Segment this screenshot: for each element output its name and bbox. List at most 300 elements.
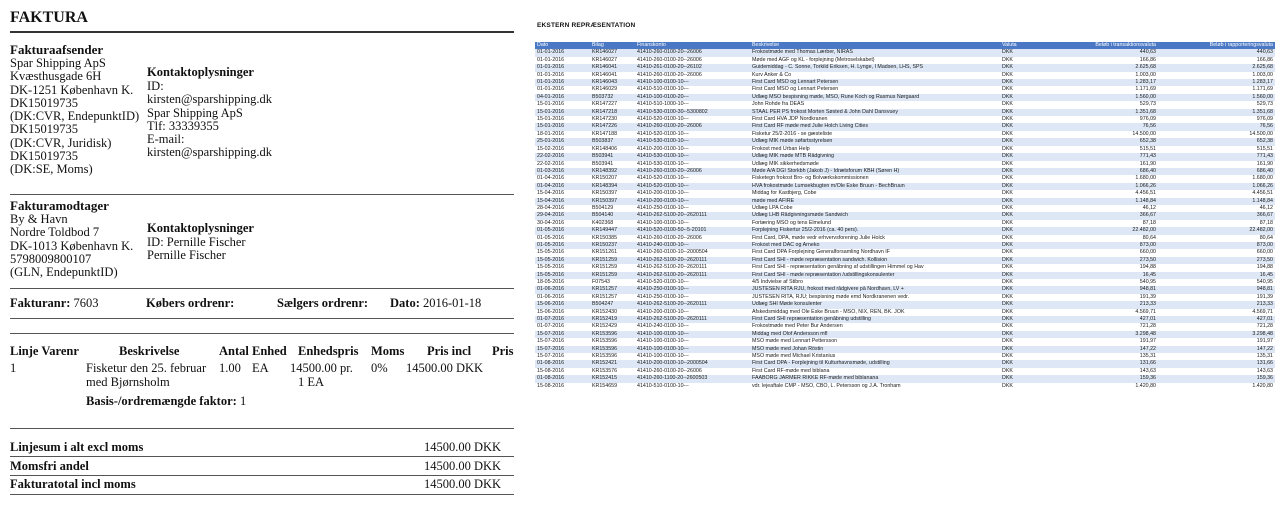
invoice-date-label: Dato:: [390, 296, 420, 310]
cell-currency: DKK: [1002, 190, 1013, 197]
cell-description: Middag med Olof Andersson mfl: [750, 331, 1000, 338]
invoice-number: [10, 297, 99, 310]
cell-date: 01-07-2016: [535, 316, 590, 323]
cell-voucher: KR153596: [590, 331, 635, 338]
cell-currency: DKK: [1002, 338, 1013, 345]
cell-description: First Card SHI repræsentation genåbning udstilling: [750, 316, 1000, 323]
invoice-date-value: 2016-01-18: [422, 296, 482, 310]
total-excl-vat-label: Linjesum i alt excl moms: [10, 440, 144, 454]
seller-order-label: Sælgers ordrenr:: [277, 296, 369, 310]
cell-date: 30-04-2016: [537, 219, 565, 226]
col-header-transaction-amount: Beløb i transaktionsvaluta: [1030, 42, 1158, 49]
divider: [10, 494, 514, 495]
cell-reporting-amount: 76,56: [1158, 123, 1275, 130]
cell-currency: DKK: [1000, 212, 1030, 219]
cell-voucher: KR152430: [592, 308, 618, 315]
cell-account: 41410-530-0100-30--5300802: [635, 109, 750, 116]
cell-account: 41410-100-0100-20---: [635, 94, 750, 101]
cell-currency: DKK: [1002, 130, 1013, 137]
cell-description: Udlæg LHB Rådgivningsmøde Sandwich: [750, 212, 1000, 219]
cell-description: Udlæg MIK sikkerhedsmøde: [752, 160, 819, 167]
cell-description: Fisketur 25/2-2016 - se gæsteliste: [752, 130, 833, 137]
table-row: [535, 220, 1275, 227]
cell-description: Frokostmøde med Peter Bur Andersen: [752, 323, 843, 330]
cell-transaction-amount: 976,09: [1139, 116, 1156, 123]
invoice-number-label: Fakturanr:: [10, 296, 71, 310]
cell-transaction-amount: 191,39: [1139, 293, 1156, 300]
receiver-heading: Fakturamodtager: [10, 198, 109, 213]
sender-address-line: DK15019735: [10, 149, 79, 164]
table-row: [535, 338, 1275, 345]
cell-description: First Card MSO og Lennart Petersen: [752, 86, 839, 93]
line-item-number: 1: [10, 361, 17, 375]
cell-account: 41410-262-5100-20--2620111: [635, 301, 750, 308]
cell-currency: DKK: [1000, 227, 1030, 234]
cell-account: 41410-262-5100-20--2620111: [635, 212, 750, 219]
cell-currency: DKK: [1002, 71, 1013, 78]
col-header-voucher: Bilag: [590, 42, 635, 49]
cell-transaction-amount: 16,45: [1030, 272, 1158, 279]
cell-description: Kurv Anker & Co: [752, 71, 792, 78]
cell-voucher: KR153596: [592, 338, 618, 345]
cell-voucher: KR150397: [592, 190, 618, 197]
cell-date: 15-05-2016: [535, 257, 590, 264]
cell-transaction-amount: 427,01: [1030, 316, 1158, 323]
sender-address-line: (DK:SE, Moms): [10, 162, 93, 177]
cell-description: Møde med AGF og KL - forplejning (Metroselskabet): [752, 56, 875, 63]
table-row: [535, 264, 1275, 271]
sender-address: [10, 57, 139, 177]
divider: [10, 31, 514, 33]
cell-account: 41410-520-0100-10---: [637, 116, 689, 123]
table-row: [535, 101, 1275, 108]
cell-date: 01-04-2016: [537, 175, 565, 182]
cell-date: 15-04-2016: [537, 190, 565, 197]
cell-transaction-amount: 147,22: [1030, 346, 1158, 353]
cell-transaction-amount: 159,36: [1030, 375, 1158, 382]
cell-description: MSO møde med Johan Röstin: [750, 346, 1000, 353]
invoice-document: [0, 0, 524, 523]
table-row: [535, 242, 1275, 249]
line-item-description-1: Fisketur den 25. februar: [86, 361, 207, 375]
cell-date: 18-05-2016: [537, 279, 565, 285]
table-row: [535, 138, 1275, 145]
cell-description: First Card RF møde med Julie Holch Living Cities: [750, 123, 1000, 130]
cell-account: 41410-260-0100-20--26006: [637, 56, 702, 63]
cell-transaction-amount: 1.148,84: [1030, 198, 1158, 205]
cell-account: 41410-262-5100-20--2620111: [635, 272, 750, 279]
col-header-unit-price: Enhedspris: [298, 344, 359, 358]
cell-transaction-amount: 1.351,68: [1030, 109, 1158, 116]
cell-transaction-amount: 80,64: [1142, 234, 1156, 241]
cell-transaction-amount: 1.560,00: [1030, 94, 1158, 101]
cell-voucher: B503732: [590, 94, 635, 101]
cell-reporting-amount: 427,01: [1158, 316, 1275, 323]
cell-description: møde med AFIRE: [750, 198, 1000, 205]
buyer-order-label: Købers ordrenr:: [146, 296, 235, 310]
cell-description: Frokost med DAC og Arneko: [750, 242, 1000, 249]
table-row: [535, 153, 1275, 160]
cell-transaction-amount: 22.482,00: [1030, 227, 1158, 234]
cell-transaction-amount: 440,63: [1030, 49, 1158, 56]
cell-reporting-amount: 131,66: [1158, 360, 1275, 367]
table-row: [535, 109, 1275, 116]
cell-transaction-amount: 873,00: [1030, 242, 1158, 249]
cell-reporting-amount: 80,64: [1259, 234, 1273, 241]
cell-date: 01-01-2016: [535, 49, 590, 56]
basis-factor: [86, 395, 246, 408]
cell-transaction-amount: 1.066,26: [1030, 183, 1158, 190]
cell-currency: DKK: [1002, 145, 1013, 152]
receiver-address: [10, 213, 133, 279]
cell-voucher: KR150385: [592, 234, 618, 241]
cell-reporting-amount: 1.171,69: [1252, 86, 1273, 93]
cell-currency: DKK: [1000, 257, 1030, 264]
cell-reporting-amount: 873,00: [1158, 242, 1275, 249]
table-row: [535, 205, 1275, 212]
cell-description: First Card RF-møde med biblana: [752, 367, 830, 374]
cell-reporting-amount: 1.680,00: [1252, 175, 1273, 182]
sender-contact-line: kirsten@sparshipping.dk: [147, 92, 273, 107]
cell-currency: DKK: [1002, 293, 1013, 300]
cell-description: First Card SHI - repræsentation genåbning af udstillingen Himmel og Hav: [752, 264, 924, 271]
col-header-price: Pris: [492, 344, 514, 358]
cell-description: MSO møde med Lennart Pettersson: [752, 338, 838, 345]
cell-currency: DKK: [1000, 138, 1030, 145]
cell-voucher: KR151259: [590, 272, 635, 279]
cell-transaction-amount: 76,56: [1030, 123, 1158, 130]
cell-currency: DKK: [1000, 331, 1030, 338]
cell-account: 41410-260-1100-20--2600503: [635, 375, 750, 382]
cell-account: 41410-200-0100-10---: [635, 198, 750, 205]
cell-transaction-amount: 161,90: [1139, 160, 1156, 167]
cell-date: 15-08-2016: [537, 367, 565, 374]
sender-address-line: DK15019735: [10, 95, 79, 110]
sender-address-line: (DK:CVR, Juridisk): [10, 135, 112, 150]
cell-voucher: KR147218: [590, 109, 635, 116]
cell-currency: DKK: [1000, 272, 1030, 279]
line-item-unit-price-2: 1 EA: [298, 375, 325, 389]
cell-reporting-amount: 1.283,17: [1158, 79, 1275, 86]
invoice-total-label: Fakturatotal incl moms: [10, 477, 136, 491]
cell-voucher: KR148392: [590, 168, 635, 175]
cell-date: 25-01-2016: [535, 138, 590, 145]
cell-voucher: B504140: [590, 212, 635, 219]
cell-account: 41410-250-0100-10---: [637, 204, 689, 211]
cell-account: 41410-260-0100-20--26006: [637, 234, 702, 241]
cell-description: Fisketegn frokost Bro- og Bolværkskommissionen: [752, 175, 869, 182]
cell-date: 15-05-2016: [535, 272, 590, 279]
cell-voucher: KR147188: [592, 130, 618, 137]
table-row: [535, 94, 1275, 101]
cell-reporting-amount: 213,33: [1158, 301, 1275, 308]
cell-date: 01-01-2016: [537, 86, 565, 93]
cell-voucher: KR153576: [592, 367, 618, 374]
cell-description: Frokostmøde med Thomas Lærber, NIRAS: [750, 49, 1000, 56]
cell-currency: DKK: [1000, 286, 1030, 293]
cell-currency: DKK: [1002, 101, 1013, 108]
line-item-vat: 0%: [371, 361, 388, 375]
ledger-table: [535, 42, 1275, 390]
cell-description: Afskedsmiddag med Ole Eske Bruun - MSO, NIX, REN, BK. JOK: [752, 308, 905, 315]
cell-date: 01-08-2016: [535, 360, 590, 367]
sender-contact-heading: Kontaktoplysninger: [147, 65, 254, 79]
cell-voucher: KR146029: [592, 86, 618, 93]
cell-account: 41410-520-0100-50--5-20101: [635, 227, 750, 234]
cell-date: 01-04-2016: [535, 183, 590, 190]
ledger-rows: [535, 49, 1275, 390]
cell-currency: DKK: [1002, 86, 1013, 93]
invoice-total-value: 14500.00 DKK: [424, 477, 502, 491]
cell-account: 41410-260-0100-10--2000504: [637, 249, 708, 256]
cell-account: 41410-100-0100-10---: [637, 338, 689, 345]
cell-currency: DKK: [1000, 183, 1030, 190]
cell-date: 18-01-2016: [537, 130, 565, 137]
cell-transaction-amount: 660,00: [1139, 249, 1156, 256]
table-row: [535, 272, 1275, 279]
cell-currency: DKK: [1000, 198, 1030, 205]
cell-reporting-amount: 87,18: [1259, 219, 1273, 226]
cell-reporting-amount: 191,97: [1256, 338, 1273, 345]
cell-voucher: F07543: [592, 279, 610, 285]
cell-transaction-amount: 686,40: [1030, 168, 1158, 175]
table-row: [535, 286, 1275, 293]
cell-transaction-amount: 652,38: [1030, 138, 1158, 145]
cell-reporting-amount: 1.420,80: [1252, 382, 1273, 389]
table-row: [535, 212, 1275, 219]
cell-voucher: B504247: [590, 301, 635, 308]
cell-voucher: KR152429: [592, 323, 618, 330]
cell-reporting-amount: 1.351,68: [1158, 109, 1275, 116]
sender-contact-details: [147, 80, 272, 160]
line-item-price-incl: 14500.00 DKK: [406, 361, 484, 375]
table-row: [535, 168, 1275, 175]
cell-description: Middag for Kastbjerg, Cobe: [752, 190, 817, 197]
table-row: [535, 249, 1275, 256]
divider: [10, 194, 514, 195]
cell-voucher: B503941: [592, 160, 614, 167]
cell-currency: DKK: [1000, 64, 1030, 71]
cell-description: Udlæg SHI Møde konsulenter: [750, 301, 1000, 308]
table-row: [535, 353, 1275, 360]
cell-voucher: KR152419: [590, 316, 635, 323]
cell-voucher: KR151259: [592, 264, 618, 271]
cell-description: Fortæring MSO og tens Elmelund: [752, 219, 831, 226]
cell-transaction-amount: 213,33: [1030, 301, 1158, 308]
cell-reporting-amount: 273,50: [1158, 257, 1275, 264]
cell-date: 01-01-2016: [535, 64, 590, 71]
cell-reporting-amount: 948,81: [1158, 286, 1275, 293]
invoice-number-value: 7603: [73, 296, 99, 310]
cell-description: First Card SHI - møde repræsentation /udstillingskonsulenter: [750, 272, 1000, 279]
cell-currency: DKK: [1000, 49, 1030, 56]
cell-voucher: KR153596: [592, 353, 618, 360]
cell-voucher: KR147226: [590, 123, 635, 130]
col-header-account: Finanskonto: [635, 42, 750, 49]
col-header-description: Beskrivelse: [750, 42, 1000, 49]
cell-reporting-amount: 540,95: [1256, 279, 1273, 285]
cell-voucher: KR154659: [592, 382, 618, 389]
cell-transaction-amount: 529,73: [1139, 101, 1156, 108]
cell-account: 41410-250-0100-10---: [637, 293, 689, 300]
cell-account: 41410-100-0100-10---: [635, 331, 750, 338]
cell-date: 01-05-2016: [535, 242, 590, 249]
cell-reporting-amount: 147,22: [1158, 346, 1275, 353]
sender-heading: Fakturaafsender: [10, 42, 104, 57]
cell-description: JUSTESEN RITA, RJU; bespisning møde emd Nordkranenen vedr.: [752, 293, 910, 300]
cell-transaction-amount: 1.003,00: [1135, 71, 1156, 78]
cell-reporting-amount: 2.625,68: [1158, 64, 1275, 71]
cell-voucher: KR151257: [590, 286, 635, 293]
cell-description: Udlæg LPA Cobe: [752, 204, 793, 211]
table-row: [535, 375, 1275, 382]
table-row: [535, 235, 1275, 242]
cell-reporting-amount: 366,67: [1158, 212, 1275, 219]
cell-voucher: K402368: [592, 219, 614, 226]
cell-transaction-amount: 191,97: [1139, 338, 1156, 345]
receiver-address-line: DK-1013 København K.: [10, 238, 134, 253]
cell-account: 41410-262-5100-20--2620111: [637, 264, 707, 271]
cell-account: 41410-262-5100-20--2620111: [635, 257, 750, 264]
cell-voucher: KR148406: [592, 145, 618, 152]
cell-description: Udlæg MSO bespisning møde, MSO, Rune Koch og Rasmus Nørgaard: [750, 94, 1000, 101]
cell-currency: DKK: [1002, 160, 1013, 167]
col-header-qty-unit: Antal Enhed: [219, 344, 287, 358]
cell-transaction-amount: 948,81: [1030, 286, 1158, 293]
cell-description: HVA frokostmøde Lumsekbugten m/Ole Eske Bruun - BechBruun: [750, 183, 1000, 190]
cell-reporting-amount: 159,36: [1158, 375, 1275, 382]
sender-address-line: Spar Shipping ApS: [10, 56, 106, 70]
cell-currency: DKK: [1000, 94, 1030, 101]
divider: [10, 456, 514, 457]
cell-transaction-amount: 4.456,51: [1135, 190, 1156, 197]
total-excl-vat-value: 14500.00 DKK: [424, 440, 502, 454]
receiver-contact-heading: Kontaktoplysninger: [147, 221, 254, 235]
cell-voucher: KR146041: [592, 71, 618, 78]
cell-transaction-amount: 273,50: [1030, 257, 1158, 264]
cell-transaction-amount: 540,95: [1139, 279, 1156, 285]
cell-currency: DKK: [1000, 168, 1030, 175]
cell-voucher: KR148394: [590, 183, 635, 190]
cell-reporting-amount: 143,63: [1256, 367, 1273, 374]
cell-voucher: KR147227: [592, 101, 618, 108]
receiver-contact-line: Pernille Fischer: [147, 248, 226, 263]
cell-currency: DKK: [1002, 382, 1013, 389]
invoice-title: FAKTURA: [10, 9, 88, 26]
line-item-description-2: med Bjørnsholm: [86, 375, 170, 389]
cell-transaction-amount: 87,18: [1142, 219, 1156, 226]
table-row: [535, 323, 1275, 330]
cell-voucher: B503837: [590, 138, 635, 145]
cell-currency: DKK: [1000, 79, 1030, 86]
cell-date: 28-04-2016: [537, 204, 565, 211]
line-item-quantity: 1.00: [219, 361, 241, 375]
table-row: [535, 57, 1275, 64]
cell-transaction-amount: 46,12: [1142, 204, 1156, 211]
cell-transaction-amount: 515,51: [1139, 145, 1156, 152]
cell-transaction-amount: 14.500,00: [1132, 130, 1156, 137]
cell-reporting-amount: 529,73: [1256, 101, 1273, 108]
cell-voucher: B504129: [592, 204, 614, 211]
cell-account: 41410-200-0100-10---: [637, 190, 689, 197]
table-row: [535, 279, 1275, 286]
cell-date: 15-07-2016: [535, 346, 590, 353]
cell-account: 41410-530-0100-10---: [637, 160, 689, 167]
cell-currency: DKK: [1000, 109, 1030, 116]
table-row: [535, 346, 1275, 353]
ledger-title: EKSTERN REPRÆSENTATION: [537, 22, 636, 29]
cell-account: 41410-530-0100-10---: [635, 153, 750, 160]
cell-date: 01-05-2016: [535, 227, 590, 234]
cell-transaction-amount: 1.283,17: [1030, 79, 1158, 86]
table-row: [535, 86, 1275, 93]
cell-date: 15-07-2016: [537, 338, 565, 345]
cell-voucher: B503941: [590, 153, 635, 160]
cell-voucher: KR146027: [590, 49, 635, 56]
ledger-header-row: [535, 42, 1275, 49]
cell-account: 41410-240-0100-10---: [637, 323, 689, 330]
cell-account: 41410-200-0100-10---: [637, 308, 689, 315]
col-header-price-incl: Pris incl: [427, 344, 472, 358]
cell-reporting-amount: 1.148,84: [1158, 198, 1275, 205]
cell-currency: DKK: [1000, 346, 1030, 353]
cell-currency: DKK: [1002, 219, 1013, 226]
cell-transaction-amount: 1.420,80: [1135, 382, 1156, 389]
table-row: [535, 331, 1275, 338]
divider: [10, 475, 514, 476]
receiver-address-line: By & Havn: [10, 212, 68, 226]
cell-voucher: KR147230: [592, 116, 618, 123]
cell-voucher: KR150207: [592, 175, 618, 182]
table-row: [535, 294, 1275, 301]
cell-voucher: KR146041: [590, 64, 635, 71]
cell-description: First Card DPA Forplejning Generalforsamling Nordhavn IF: [752, 249, 890, 256]
table-row: [535, 49, 1275, 56]
cell-reporting-amount: 4.569,71: [1252, 308, 1273, 315]
table-row: [535, 190, 1275, 197]
cell-description: FAABORG JARMER RIKKE RF-møde med biblanana: [750, 375, 1000, 382]
table-row: [535, 116, 1275, 123]
cell-transaction-amount: 721,28: [1139, 323, 1156, 330]
cell-date: 01-03-2016: [535, 168, 590, 175]
receiver-address-line: (GLN, EndepunktID): [10, 265, 118, 280]
cell-account: 41410-200-0100-10---: [637, 145, 689, 152]
cell-description: First Card MSO og Lennart Petersen: [750, 79, 1000, 86]
cell-currency: DKK: [1000, 375, 1030, 382]
divider: [10, 288, 514, 289]
cell-reporting-amount: 166,86: [1256, 56, 1273, 63]
cell-transaction-amount: 771,43: [1030, 153, 1158, 160]
cell-reporting-amount: 440,63: [1158, 49, 1275, 56]
invoice-date: [390, 297, 481, 310]
cell-currency: DKK: [1000, 242, 1030, 249]
receiver-contact-details: [147, 236, 246, 263]
table-row: [535, 146, 1275, 153]
cell-date: 29-04-2016: [535, 212, 590, 219]
cell-account: 41410-100-0100-10---: [637, 219, 689, 226]
cell-currency: DKK: [1002, 56, 1013, 63]
cell-date: 15-06-2016: [535, 301, 590, 308]
cell-transaction-amount: 131,66: [1030, 360, 1158, 367]
table-row: [535, 257, 1275, 264]
cell-description: Frokost med Urban Help: [752, 145, 810, 152]
col-header-date: Dato: [535, 42, 590, 49]
table-row: [535, 301, 1275, 308]
cell-transaction-amount: 166,86: [1139, 56, 1156, 63]
cell-date: 01-08-2016: [535, 375, 590, 382]
sender-contact-line: ID:: [147, 79, 164, 93]
cell-currency: DKK: [1002, 264, 1013, 271]
